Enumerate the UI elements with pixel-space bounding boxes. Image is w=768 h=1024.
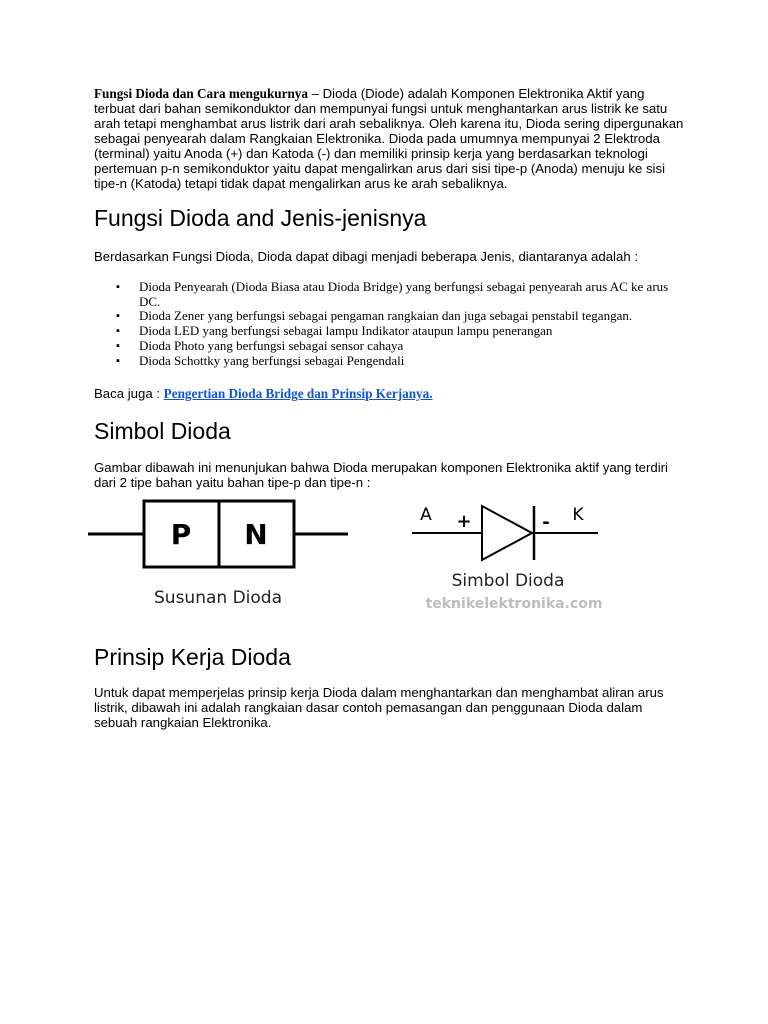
diode-figure [88, 496, 618, 631]
plus-label: + [456, 511, 472, 532]
document-page [94, 86, 684, 730]
intro-paragraph [94, 86, 684, 191]
intro-text: – Dioda (Diode) adalah Komponen Elektronika Aktif yang terbuat dari bahan semikonduktor dan mempunyai fungsi untuk menghantarkan arus listrik ke satu arah tetapi menghambat arus listrik dari arah sebaliknya. Oleh karena itu, Dioda sering dipergunakan sebagai penyearah dalam Rangkaian Elektronika. Dioda pada umumnya mempunyai 2 Elektroda (terminal) yaitu Anoda (+) dan Katoda (-) dan memiliki prinsip kerja yang berdasarkan teknologi pertemuan p-n semikonduktor yaitu dapat mengalirkan arus dari sisi tipe-p (Anoda) menuju ke sisi tipe-n (Katoda) tetapi tidak dapat mengalirkan arus ke arah sebaliknya. [94, 86, 684, 191]
watermark: teknikelektronika.com [425, 596, 603, 612]
heading-prinsip-kerja: Prinsip Kerja Dioda [94, 644, 291, 670]
simbol-diagram [412, 505, 602, 612]
baca-juga-prefix: Baca juga : [94, 386, 164, 401]
list-item: ▪ Dioda Penyearah (Dioda Biasa atau Dioda Bridge) yang berfungsi sebagai penyearah arus AC ke arus DC. [94, 280, 684, 309]
p-region-label: P [170, 518, 192, 551]
list-item: ▪ Dioda Schottky yang berfungsi sebagai Pengendali [94, 354, 684, 369]
simbol-paragraph: Gambar dibawah ini menunjukan bahwa Dioda merupakan komponen Elektronika aktif yang terdiri dari 2 tipe bahan yaitu bahan tipe-p dan tipe-n : [94, 460, 668, 490]
list-item: ▪ Dioda Zener yang berfungsi sebagai pengaman rangkaian dan juga sebagai penstabil tegangan. [94, 309, 684, 324]
heading-simbol-dioda: Simbol Dioda [94, 418, 231, 444]
list-item: ▪ Dioda Photo yang berfungsi sebagai sensor cahaya [94, 339, 684, 354]
susunan-caption: Susunan Dioda [154, 588, 282, 608]
jenis-dioda-list [94, 280, 684, 368]
minus-label: - [542, 512, 550, 533]
fungsi-paragraph: Berdasarkan Fungsi Dioda, Dioda dapat dibagi menjadi beberapa Jenis, diantaranya adalah : [94, 249, 638, 264]
list-item: ▪ Dioda LED yang berfungsi sebagai lampu Indikator ataupun lampu penerangan [94, 324, 684, 339]
diode-triangle-icon [482, 506, 532, 560]
baca-juga [94, 386, 433, 402]
baca-juga-link[interactable]: Pengertian Dioda Bridge dan Prinsip Kerjanya. [163, 386, 433, 401]
cathode-label: K [572, 505, 584, 525]
susunan-diagram [88, 501, 348, 608]
intro-lead: Fungsi Dioda dan Cara mengukurnya [94, 86, 308, 101]
simbol-caption: Simbol Dioda [451, 571, 565, 591]
n-region-label: N [244, 518, 268, 551]
prinsip-paragraph: Untuk dapat memperjelas prinsip kerja Dioda dalam menghantarkan dan menghambat aliran arus listrik, dibawah ini adalah rangkaian dasar contoh pemasangan dan penggunaan Dioda dalam sebuah rangkaian Elektronika. [94, 685, 664, 730]
anode-label: A [420, 505, 432, 525]
heading-fungsi-dioda: Fungsi Dioda and Jenis-jenisnya [94, 205, 427, 231]
